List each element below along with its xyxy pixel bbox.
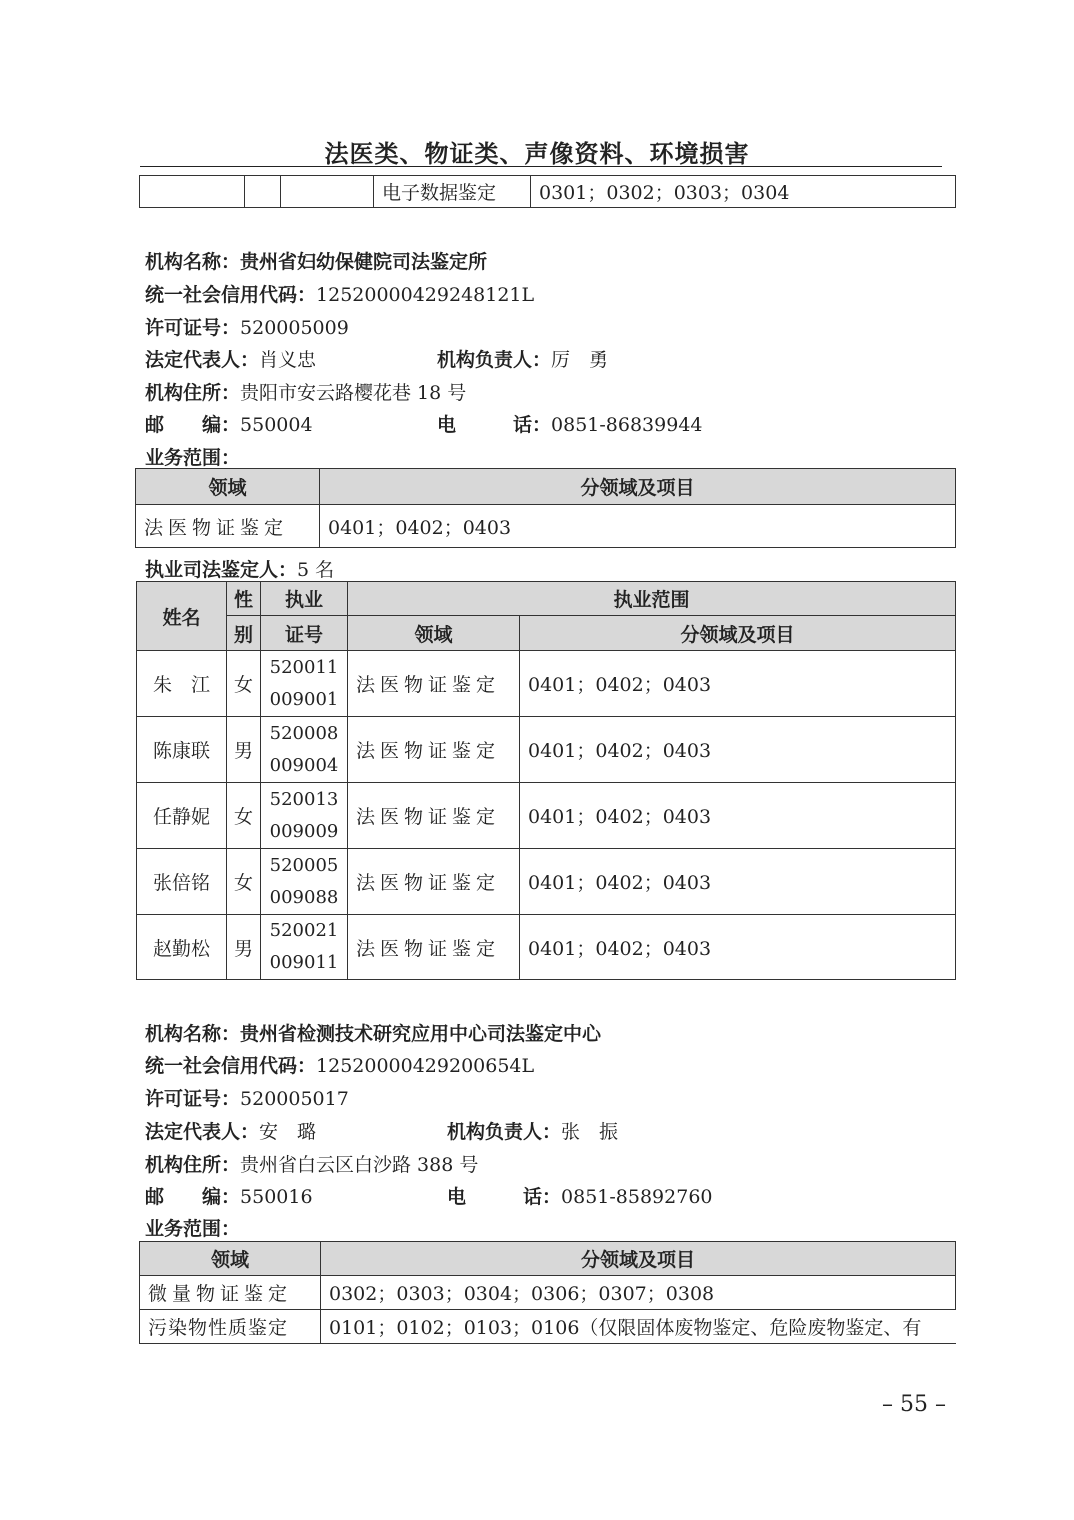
org1-postcode-label: 邮 编： <box>145 414 241 436</box>
scope-header-field: 领域 <box>136 469 320 505</box>
staff-name: 陈康联 <box>137 717 227 783</box>
org2-name: 贵州省检测技术研究应用中心司法鉴定中心 <box>240 1023 602 1045</box>
staff-gender: 男 <box>227 915 261 980</box>
staff-cert <box>261 849 348 915</box>
org1-address: 贵阳市安云路樱花巷 18 号 <box>240 382 467 404</box>
staff-header-cert-2: 证号 <box>261 616 348 651</box>
org1-phone-line <box>437 410 703 437</box>
staff-header-cert-1: 执业 <box>261 582 348 616</box>
table-row <box>137 783 956 849</box>
org2-phone: 0851-85892760 <box>561 1186 713 1208</box>
scope-header-codes: 分领域及项目 <box>320 469 956 505</box>
org1-practitioners-label: 执业司法鉴定人： <box>145 559 298 581</box>
org2-legal-rep-label: 法定代表人： <box>145 1121 260 1143</box>
carryover-codes: 0301；0302；0303；0304 <box>531 176 956 208</box>
org1-head: 厉 勇 <box>551 349 609 371</box>
org2-credit-label: 统一社会信用代码： <box>145 1055 317 1077</box>
staff-header-codes: 分领域及项目 <box>520 616 956 651</box>
org1-postcode-line <box>145 410 313 437</box>
org2-postcode-line <box>145 1182 313 1209</box>
empty-cell <box>245 176 281 208</box>
org2-address-line <box>145 1150 478 1177</box>
staff-cert-line2: 009004 <box>269 754 339 776</box>
page-number: – 55 – <box>882 1392 946 1417</box>
org2-credit-line <box>145 1051 534 1078</box>
org1-head-label: 机构负责人： <box>437 349 552 371</box>
scope-field: 污染物性质鉴定 <box>140 1310 321 1344</box>
table-row <box>140 1310 956 1344</box>
org1-license-line <box>145 313 349 340</box>
org1-credit: 12520000429248121L <box>316 284 535 306</box>
org1-legal-rep-label: 法定代表人： <box>145 349 260 371</box>
org1-legal-rep-line <box>145 345 316 372</box>
org2-name-label: 机构名称： <box>145 1023 241 1045</box>
org1-practitioners-line <box>145 555 334 582</box>
org2-phone-line <box>447 1182 713 1209</box>
staff-cert-line2: 009011 <box>269 952 339 973</box>
staff-cert-line1: 520008 <box>269 722 339 744</box>
staff-header-gender-2: 别 <box>227 616 261 651</box>
org2-phone-label: 电 话： <box>447 1186 562 1208</box>
staff-codes: 0401；0402；0403 <box>520 783 956 849</box>
org2-head-line <box>447 1117 618 1144</box>
carryover-table <box>139 175 956 208</box>
org2-scope-label-line <box>145 1214 240 1241</box>
table-row <box>137 717 956 783</box>
org2-address-label: 机构住所： <box>145 1154 241 1176</box>
staff-header-field: 领域 <box>348 616 520 651</box>
scope-codes: 0101；0102；0103；0106（仅限固体废物鉴定、危险废物鉴定、有 <box>321 1310 956 1344</box>
staff-header-gender-1: 性 <box>227 582 261 616</box>
carryover-field: 电子数据鉴定 <box>374 176 531 208</box>
staff-name: 朱 江 <box>137 651 227 717</box>
staff-field: 法医物证鉴定 <box>348 849 520 915</box>
page-header-title: 法医类、物证类、声像资料、环境损害 <box>324 139 750 168</box>
org2-credit: 12520000429200654L <box>316 1055 535 1077</box>
org2-license-line <box>145 1084 349 1111</box>
org2-scope-table <box>139 1241 956 1344</box>
org1-license-label: 许可证号： <box>145 317 241 339</box>
staff-codes: 0401；0402；0403 <box>520 651 956 717</box>
scope-codes: 0302；0303；0304；0306；0307；0308 <box>321 1276 956 1310</box>
scope-header-field: 领域 <box>140 1242 321 1276</box>
table-row <box>137 651 956 717</box>
org1-address-label: 机构住所： <box>145 382 241 404</box>
staff-cert <box>261 717 348 783</box>
staff-field: 法医物证鉴定 <box>348 915 520 980</box>
table-row <box>140 1276 956 1310</box>
org2-scope-label: 业务范围： <box>145 1218 241 1240</box>
staff-cert-line2: 009001 <box>269 688 339 710</box>
staff-cert <box>261 783 348 849</box>
org2-legal-rep-line <box>145 1117 316 1144</box>
staff-codes: 0401；0402；0403 <box>520 849 956 915</box>
staff-codes: 0401；0402；0403 <box>520 915 956 980</box>
scope-field: 法医物证鉴定 <box>136 505 320 548</box>
org2-postcode: 550016 <box>240 1186 313 1208</box>
staff-gender: 女 <box>227 651 261 717</box>
header-divider <box>140 166 942 167</box>
org2-license-label: 许可证号： <box>145 1088 241 1110</box>
staff-header-name: 姓名 <box>137 582 227 651</box>
staff-cert <box>261 651 348 717</box>
empty-cell <box>281 176 374 208</box>
staff-cert-line1: 520013 <box>269 788 339 810</box>
staff-cert <box>261 915 348 980</box>
staff-cert-line1: 520021 <box>269 920 339 941</box>
table-row <box>137 915 956 980</box>
scope-field: 微量物证鉴定 <box>140 1276 321 1310</box>
org1-scope-label-line <box>145 443 240 470</box>
org1-scope-table <box>135 468 956 548</box>
staff-name: 赵勤松 <box>137 915 227 980</box>
staff-name: 任静妮 <box>137 783 227 849</box>
org1-staff-table <box>136 581 956 980</box>
empty-cell <box>140 176 245 208</box>
staff-gender: 男 <box>227 717 261 783</box>
org1-head-line <box>437 345 608 372</box>
staff-header-scope: 执业范围 <box>348 582 956 616</box>
org1-phone-label: 电 话： <box>437 414 552 436</box>
org1-scope-label: 业务范围： <box>145 447 241 469</box>
org2-address: 贵州省白云区白沙路 388 号 <box>240 1154 479 1176</box>
scope-header-codes: 分领域及项目 <box>321 1242 956 1276</box>
org2-head-label: 机构负责人： <box>447 1121 562 1143</box>
org1-name-line <box>145 247 487 274</box>
org1-name-label: 机构名称： <box>145 251 241 273</box>
org2-postcode-label: 邮 编： <box>145 1186 241 1208</box>
org1-practitioners-count: 5 名 <box>297 559 335 581</box>
org1-credit-label: 统一社会信用代码： <box>145 284 317 306</box>
org1-postcode: 550004 <box>240 414 313 436</box>
staff-field: 法医物证鉴定 <box>348 651 520 717</box>
org1-legal-rep: 肖义忠 <box>259 349 317 371</box>
scope-codes: 0401；0402；0403 <box>320 505 956 548</box>
org1-credit-line <box>145 280 534 307</box>
staff-gender: 女 <box>227 849 261 915</box>
staff-field: 法医物证鉴定 <box>348 783 520 849</box>
org1-name: 贵州省妇幼保健院司法鉴定所 <box>240 251 488 273</box>
org2-name-line <box>145 1019 601 1046</box>
staff-name: 张倍铭 <box>137 849 227 915</box>
table-row <box>137 849 956 915</box>
staff-codes: 0401；0402；0403 <box>520 717 956 783</box>
staff-cert-line2: 009009 <box>269 820 339 842</box>
staff-gender: 女 <box>227 783 261 849</box>
staff-cert-line1: 520005 <box>269 854 339 876</box>
staff-cert-line1: 520011 <box>269 656 339 678</box>
org2-head: 张 振 <box>561 1121 619 1143</box>
org1-license: 520005009 <box>240 317 349 339</box>
org2-license: 520005017 <box>240 1088 349 1110</box>
org1-address-line <box>145 378 466 405</box>
org2-legal-rep: 安 璐 <box>259 1121 317 1143</box>
org1-phone: 0851-86839944 <box>551 414 703 436</box>
staff-field: 法医物证鉴定 <box>348 717 520 783</box>
staff-cert-line2: 009088 <box>269 886 339 908</box>
